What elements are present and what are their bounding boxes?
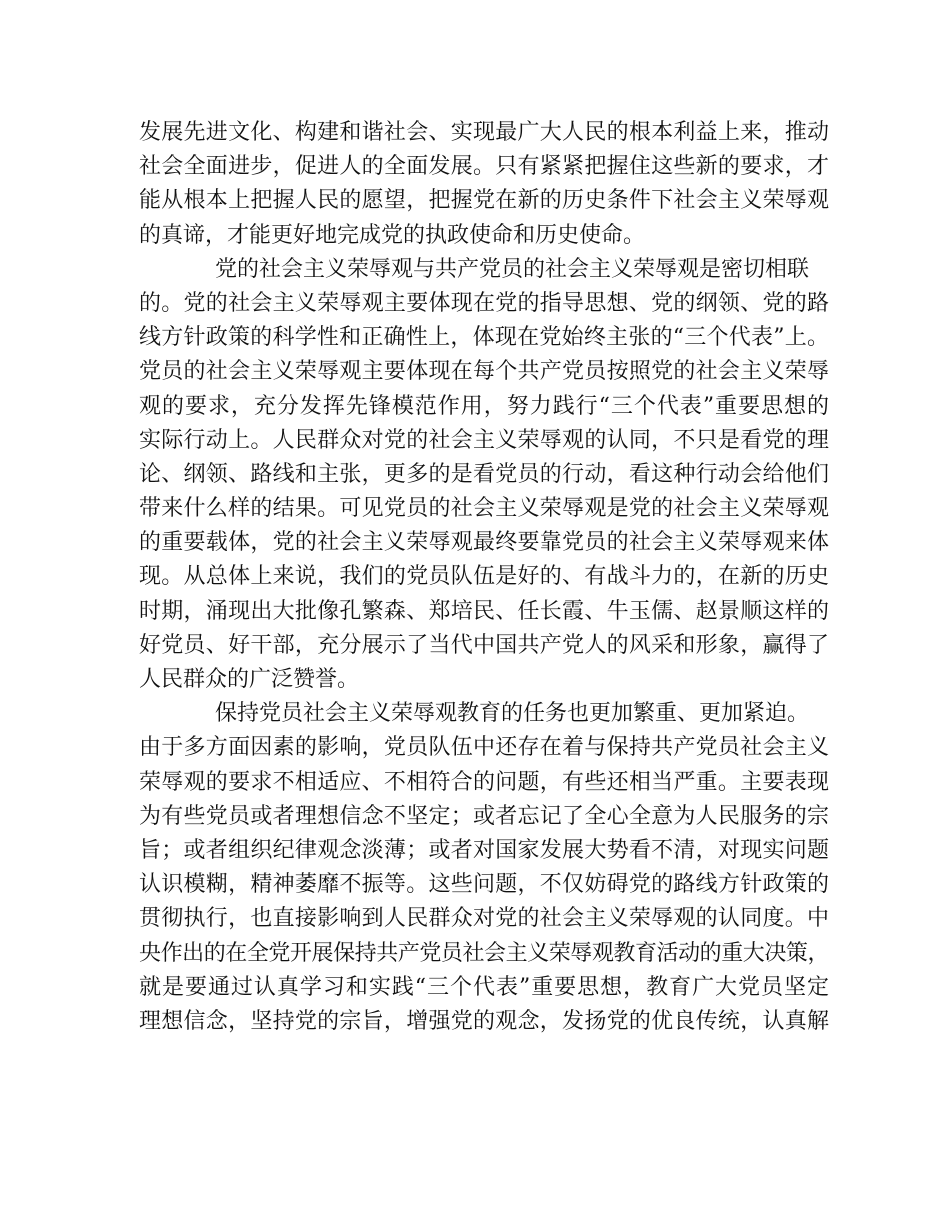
text-line: 的。党的社会主义荣辱观主要体现在党的指导思想、党的纲领、党的路	[139, 290, 829, 316]
text-line: 的真谛，才能更好地完成党的执政使命和历史使命。	[139, 222, 646, 248]
text-line: 好党员、好干部，充分展示了当代中国共产党人的风采和形象，赢得了	[139, 632, 829, 658]
text-line: 认识模糊，精神萎靡不振等。这些问题，不仅妨碍党的路线方针政策的	[139, 872, 829, 898]
paragraph-1	[139, 116, 829, 253]
text-line: 的重要载体，党的社会主义荣辱观最终要靠党员的社会主义荣辱观来体	[139, 530, 829, 556]
text-line: 央作出的在全党开展保持共产党员社会主义荣辱观教育活动的重大决策，	[139, 940, 829, 966]
text-line: 由于多方面因素的影响，党员队伍中还存在着与保持共产党员社会主义	[139, 735, 829, 761]
text-line: 能从根本上把握人民的愿望，把握党在新的历史条件下社会主义荣辱观	[139, 188, 829, 214]
text-line: 理想信念，坚持党的宗旨，增强党的观念，发扬党的优良传统，认真解	[139, 1008, 829, 1034]
text-line: 带来什么样的结果。可见党员的社会主义荣辱观是党的社会主义荣辱观	[139, 496, 829, 522]
text-line: 党的社会主义荣辱观与共产党员的社会主义荣辱观是密切相联	[215, 256, 810, 282]
text-line: 人民群众的广泛赞誉。	[139, 667, 360, 692]
text-line: 现。从总体上来说，我们的党员队伍是好的、有战斗力的，在新的历史	[139, 564, 829, 590]
text-line: 实际行动上。人民群众对党的社会主义荣辱观的认同，不只是看党的理	[139, 427, 829, 453]
text-line: 发展先进文化、构建和谐社会、实现最广大人民的根本利益上来，推动	[139, 120, 829, 145]
text-line: 旨；或者组织纪律观念淡薄；或者对国家发展大势看不清，对现实问题	[139, 837, 829, 863]
text-line: 就是要通过认真学习和实践“三个代表”重要思想，教育广大党员坚定	[139, 974, 829, 1000]
text-line: 为有些党员或者理想信念不坚定；或者忘记了全心全意为人民服务的宗	[139, 803, 829, 829]
text-line: 党员的社会主义荣辱观主要体现在每个共产党员按照党的社会主义荣辱	[139, 359, 829, 385]
text-line: 贯彻执行，也直接影响到人民群众对党的社会主义荣辱观的认同度。中	[139, 906, 829, 932]
paragraph-3	[139, 697, 829, 1039]
text-line: 时期，涌现出大批像孔繁森、郑培民、任长霞、牛玉儒、赵景顺这样的	[139, 598, 829, 624]
paragraph-2	[139, 253, 829, 697]
document-body	[139, 116, 829, 1039]
text-line: 荣辱观的要求不相适应、不相符合的问题，有些还相当严重。主要表现	[139, 769, 829, 795]
text-line: 线方针政策的科学性和正确性上，体现在党始终主张的“三个代表”上。	[139, 325, 829, 351]
text-line: 观的要求，充分发挥先锋模范作用，努力践行“三个代表”重要思想的	[139, 393, 829, 419]
text-line: 社会全面进步，促进人的全面发展。只有紧紧把握住这些新的要求，才	[139, 154, 829, 180]
text-line: 保持党员社会主义荣辱观教育的任务也更加繁重、更加紧迫。	[215, 701, 810, 727]
text-line: 论、纲领、路线和主张，更多的是看党员的行动，看这种行动会给他们	[139, 461, 829, 487]
